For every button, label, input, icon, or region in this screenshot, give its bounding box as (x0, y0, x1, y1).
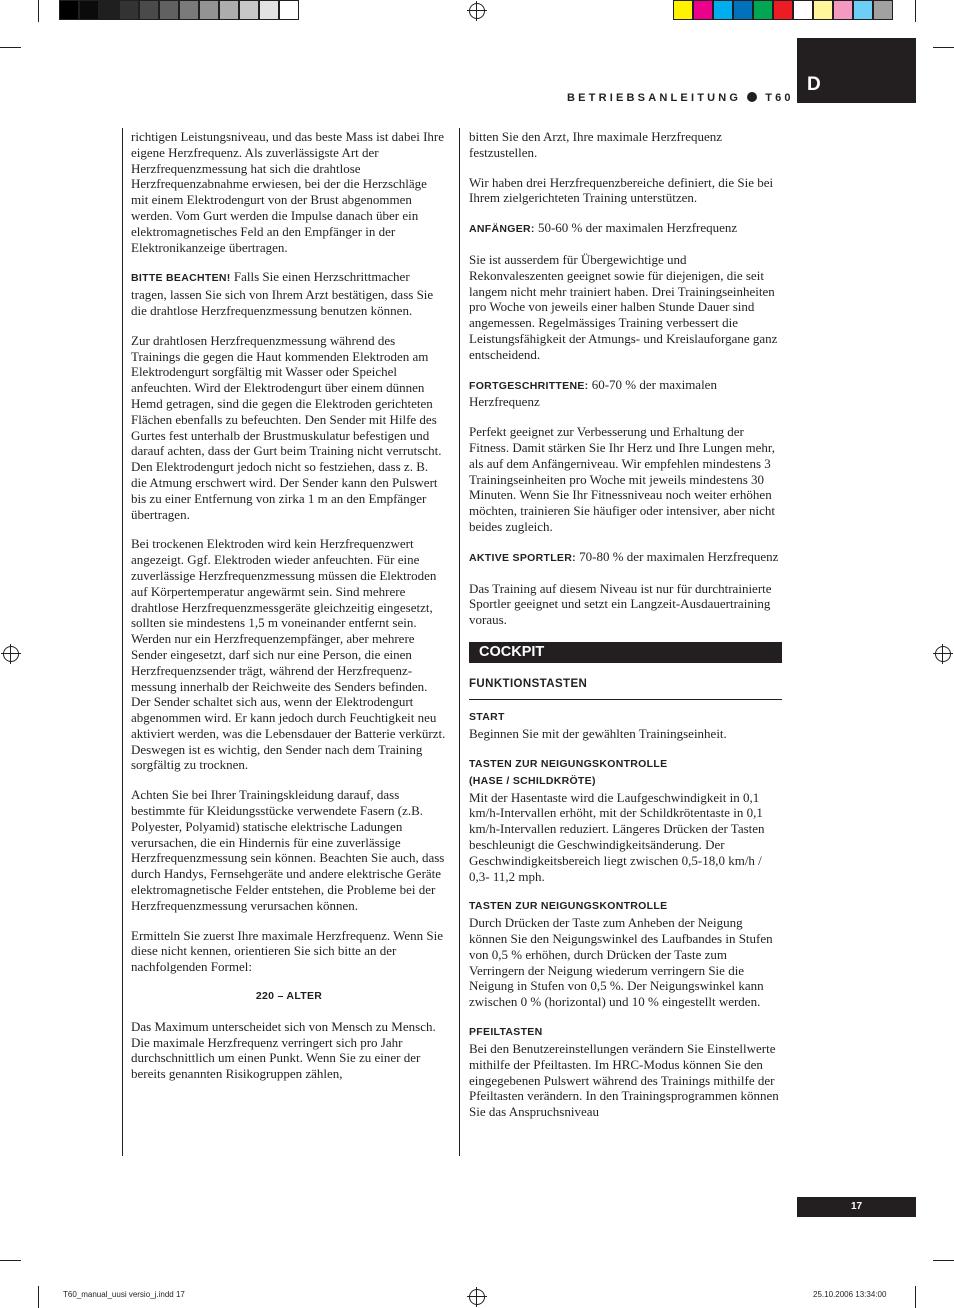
color-swatch (159, 0, 179, 20)
color-swatch (793, 0, 813, 20)
color-swatch (219, 0, 239, 20)
zone-label: FORTGESCHRITTENE: (469, 379, 589, 392)
key-label: TASTEN ZUR NEIGUNGSKONTROLLE (469, 757, 668, 770)
formula: 220 – ALTER (255, 990, 323, 1003)
paragraph: Sie ist ausserdem für Übergewichtige und Rekonvaleszenten geeignet sowie für diejenigen, die seit langem nicht mehr trainiert haben. Drei Trainingseinheiten pro Woche von jeweils einer halben Stunde Dauer sind angemessen. Regelmässiges Training verbessert die Leistungsfähigkeit der Atmungs- und Kreislauforgane ganz entscheidend. (469, 251, 778, 362)
key-start (469, 709, 782, 742)
language-tab (797, 38, 916, 103)
manual-title: BETRIEBSANLEITUNG (567, 92, 742, 104)
section-heading-cockpit: COCKPIT (469, 642, 782, 663)
file-slug: T60_manual_uusi versio_j.indd 17 (63, 1290, 185, 1299)
crop-mark (915, 1286, 916, 1308)
key-label: TASTEN ZUR NEIGUNGSKONTROLLE (469, 900, 668, 913)
right-column (469, 129, 782, 1134)
color-swatch (59, 0, 79, 20)
subsection-heading: FUNKTIONSTASTEN (469, 677, 782, 700)
crop-mark (38, 0, 39, 22)
note-text: Falls Sie einen Herzschrittmacher tragen, lassen Sie sich von Ihrem Arzt bestätigen, dass Sie die drahtlose Herzfrequenzmessung benutzen können. (131, 269, 434, 318)
registration-mark-icon (3, 646, 19, 662)
key-label-sub: (HASE / SCHILDKRÖTE) (469, 774, 596, 787)
crop-mark (933, 1260, 954, 1261)
color-swatch (99, 0, 119, 20)
crop-mark (915, 0, 916, 22)
paragraph: Ermitteln Sie zuerst Ihre maximale Herzfrequenz. Wenn Sie diese nicht kennen, orientieren Sie sich bitte an der nachfolgenden Formel: (131, 927, 444, 975)
print-timestamp: 25.10.2006 13:34:00 (813, 1290, 887, 1299)
key-description: Beginnen Sie mit der gewählten Trainingseinheit. (469, 725, 727, 741)
color-swatch (279, 0, 299, 20)
paragraph: Das Training auf diesem Niveau ist nur für durchtrainierte Sportler geeignet und setzt ein Langzeit-Ausdauertraining voraus. (469, 580, 772, 628)
color-swatch (259, 0, 279, 20)
paragraph: Wir haben drei Herzfrequenzbereiche definiert, die Sie bei Ihrem zielgerichteten Training unterstützen. (469, 174, 774, 206)
paragraph: Bei trockenen Elektroden wird kein Herzfrequenzwert angezeigt. Ggf. Elektroden wieder anfeuchten. Für eine zuverlässige Herzfrequenzmessung müssen die Elektroden auf Körpertemperatur angewärmt sein. Sind mehrere drahtlose Herzfrequenzmessgeräte gleichzeitig eingesetzt, sollten sie mindestens 1,5 m voneinander entfernt sein. Werden nur ein Herzfrequenzempfänger, aber mehrere Sender eingesetzt, darf sich nur eine Person, die einen Herzfrequenzsender trägt, während der Herzfrequenz-messung innerhalb der Reichweite des Senders befinden. Der Sender schaltet sich aus, wenn der Elektrodengurt abgenommen wird. Er kann jedoch durch Feuchtigkeit neu aktiviert werden, was die Lebensdauer der Batterie verkürzt. Deswegen ist es wichtig, den Sender nach dem Training sorgfältig zu trocknen. (131, 536, 446, 773)
color-swatch (733, 0, 753, 20)
paragraph: bitten Sie den Arzt, Ihre maximale Herzfrequenz festzustellen. (469, 129, 723, 160)
note-label: BITTE BEACHTEN! (131, 272, 231, 285)
color-swatch (753, 0, 773, 20)
color-swatch (139, 0, 159, 20)
paragraph: Perfekt geeignet zur Verbesserung und Erhaltung der Fitness. Damit stärken Sie Ihr Herz und Ihre Lungen mehr, als auf dem Anfängerniveau. Wir empfehlen mindestens 3 Trainingseinheiten pro Woche mit jeweils mindestens 30 Minuten. Wenn Sie Ihr Fitnessniveau noch weiter erhöhen möchten, trainieren Sie häufiger oder intensiver, aber nicht beides zugleich. (469, 424, 775, 534)
zone-beginner (469, 220, 782, 238)
zone-label: ANFÄNGER: (469, 223, 535, 236)
crop-mark (0, 1260, 21, 1261)
color-swatch (239, 0, 259, 20)
color-swatch (773, 0, 793, 20)
paragraph: Das Maximum unterscheidet sich von Mensch zu Mensch. Die maximale Herzfrequenz verringert sich pro Jahr durchschnittlich um einen Punkt. Wenn Sie zu einer der bereits genannten Risikogruppen zählen, (131, 1018, 436, 1082)
color-swatch (199, 0, 219, 20)
crop-mark (933, 47, 954, 48)
key-description: Durch Drücken der Taste zum Anheben der Neigung können Sie den Neigungswinkel des Laufbandes in Stufen von 0,5 % erhöhen, durch Drücken der Taste zum Verringern der Neigung wiederum verringern Sie die Neigung in Stufen von 0,5 %. Der Neigungswinkel kann zwischen 0 % (horizontal) und 10 % eingestellt werden. (469, 915, 773, 1010)
page-number: 17 (797, 1197, 916, 1217)
registration-mark-icon (469, 1289, 485, 1305)
color-swatch (119, 0, 139, 20)
color-swatch (79, 0, 99, 20)
zone-active (469, 549, 782, 567)
key-arrows (469, 1024, 782, 1120)
column-rule (459, 128, 460, 1156)
key-label: START (469, 710, 505, 723)
registration-mark-icon (469, 3, 485, 19)
paragraph: Achten Sie bei Ihrer Trainingskleidung darauf, dass bestimmte für Kleidungsstücke verwendete Fasern (z.B. Polyester, Polyamid) statische elektrische Ladungen verursachen, die ein Hindernis für eine zuverlässige Herzfrequenzmessung sein können. Beachten Sie auch, dass durch Handys, Fernsehgeräte und andere elektrische Geräte elektromagnetische Felder entstehen, die Probleme bei der Herzfrequenzmessung verursachen können. (131, 787, 445, 913)
model-name: T60 (765, 92, 794, 104)
color-swatch (833, 0, 853, 20)
crop-mark (0, 47, 21, 48)
color-swatch (813, 0, 833, 20)
left-column (131, 129, 447, 1096)
color-swatch (179, 0, 199, 20)
paragraph: richtigen Leistungsniveau, und das beste Mass ist dabei Ihre eigene Herzfrequenz. Als zuverlässigste Art der Herzfrequenzmessung hat sich die drahtlose Herzfrequenzabnahme erwiesen, bei der die Herzschläge mit einem Elektrodengurt von der Brust abgenommen werden. Vom Gurt werden die Impulse danach über ein elektromagnetisches Feld an den Empfänger in der Elektronikanzeige übertragen. (131, 129, 445, 255)
zone-label: AKTIVE SPORTLER: (469, 551, 576, 564)
key-speed (469, 756, 782, 885)
key-description: Mit der Hasentaste wird die Laufgeschwindigkeit in 0,1 km/h-Intervallen erhöht, mit der Schildkrötentaste in 0,1 km/h-Intervallen reduziert. Längeres Drücken der Tasten beschleunigt die Geschwindigkeitsänderung. Der Geschwindigkeitsbereich liegt zwischen 0,5-18,0 km/h / 0,3- 11,2 mph. (469, 789, 765, 884)
registration-mark-icon (935, 646, 951, 662)
zone-text: 70-80 % der maximalen Herzfrequenz (575, 548, 779, 564)
color-swatch (673, 0, 693, 20)
color-swatch (853, 0, 873, 20)
key-incline (469, 898, 782, 1010)
key-description: Bei den Benutzereinstellungen verändern Sie Einstellwerte mithilfe der Pfeiltasten. Im HRC-Modus können Sie den eingegebenen Pulswert während des Trainings mithilfe der Pfeiltasten verändern. In den Trainingsprogrammen können Sie das Anspruchsniveau (469, 1041, 779, 1120)
crop-mark (38, 1286, 39, 1308)
column-rule (122, 128, 123, 1156)
paragraph: Zur drahtlosen Herzfrequenzmessung während des Trainings die gegen die Haut kommenden Elektroden am Elektrodengurt sorgfältig mit Wasser oder Speichel anfeuchten. Wird der Elektrodengurt über einem dünnen Hemd getragen, sind die gegen die Elektroden gerichteten Flächen ebenfalls zu befeuchten. Den Sender mit Hilfe des Gurtes fest unterhalb der Brustmuskulatur befestigen und darauf achten, dass der Gurt beim Training nicht verrutscht. Den Elektrodengurt jedoch nicht so festziehen, dass z. B. die Atmung erschwert wird. Der Sender kann den Pulswert bis zu einer Entfernung von zirka 1 m an den Empfänger übertragen. (131, 332, 442, 522)
zone-advanced (469, 377, 782, 411)
zone-text: 60-70 % der maximalen Herzfrequenz (469, 376, 717, 410)
color-swatch (693, 0, 713, 20)
key-label: PFEILTASTEN (469, 1026, 543, 1039)
running-header (567, 92, 794, 104)
color-swatch (873, 0, 893, 20)
color-swatch (713, 0, 733, 20)
bullet-icon (747, 92, 757, 102)
language-code: D (807, 74, 821, 95)
note-paragraph (131, 269, 447, 318)
zone-text: 50-60 % der maximalen Herzfrequenz (534, 220, 738, 236)
